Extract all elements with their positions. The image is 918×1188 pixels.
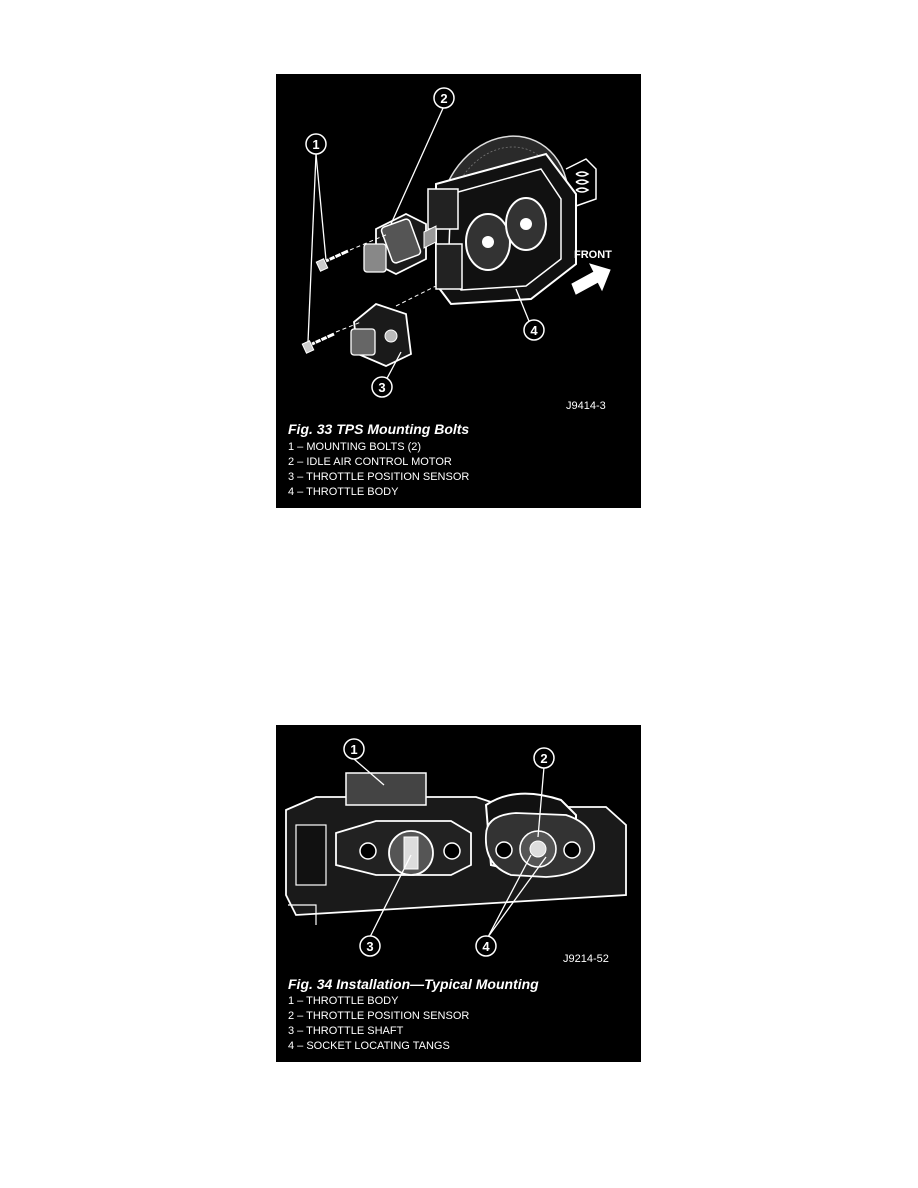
figure-34-installation-typical-mounting [276,725,641,1062]
legend-item: 1 – MOUNTING BOLTS (2) [288,441,422,453]
tps-installation-illustration [276,725,641,970]
svg-text:4: 4 [482,939,490,954]
callout-3 [360,936,380,956]
callout-2 [534,748,554,768]
legend-item: 4 – SOCKET LOCATING TANGS [288,1040,450,1052]
legend-item: 2 – IDLE AIR CONTROL MOTOR [288,456,452,468]
legend-item: 3 – THROTTLE SHAFT [288,1025,404,1037]
throttle-body-exploded-illustration [276,74,641,414]
figure-title: Fig. 33 TPS Mounting Bolts [288,421,470,437]
svg-text:4: 4 [530,323,538,338]
idle-air-control-motor [364,214,436,274]
legend-item: 4 – THROTTLE BODY [288,486,399,498]
mounting-bolt-lower [302,334,334,353]
callout-1 [344,739,364,759]
svg-text:3: 3 [378,380,386,395]
figure-legend [288,440,469,500]
callout-4 [524,320,544,340]
figure-title: Fig. 34 Installation—Typical Mounting [288,976,539,992]
figure-reference-code: J9414-3 [566,400,606,412]
svg-text:3: 3 [366,939,374,954]
svg-text:1: 1 [350,742,358,757]
svg-text:1: 1 [312,137,320,152]
legend-item: 1 – THROTTLE BODY [288,995,399,1007]
throttle-shaft-mount [336,821,471,875]
throttle-position-sensor [351,304,411,366]
figure-33-tps-mounting-bolts [276,74,641,508]
front-direction-arrow [572,264,610,294]
figure-reference-code: J9214-52 [563,953,609,965]
legend-item: 3 – THROTTLE POSITION SENSOR [288,471,470,483]
legend-item: 2 – THROTTLE POSITION SENSOR [288,1010,470,1022]
callout-3 [372,377,392,397]
figure-legend [288,994,469,1054]
callout-2 [434,88,454,108]
svg-text:2: 2 [440,91,448,106]
callout-1 [306,134,326,154]
callout-4 [476,936,496,956]
front-label: FRONT [574,249,612,261]
mounting-bolt-upper [316,251,348,271]
svg-text:2: 2 [540,751,548,766]
